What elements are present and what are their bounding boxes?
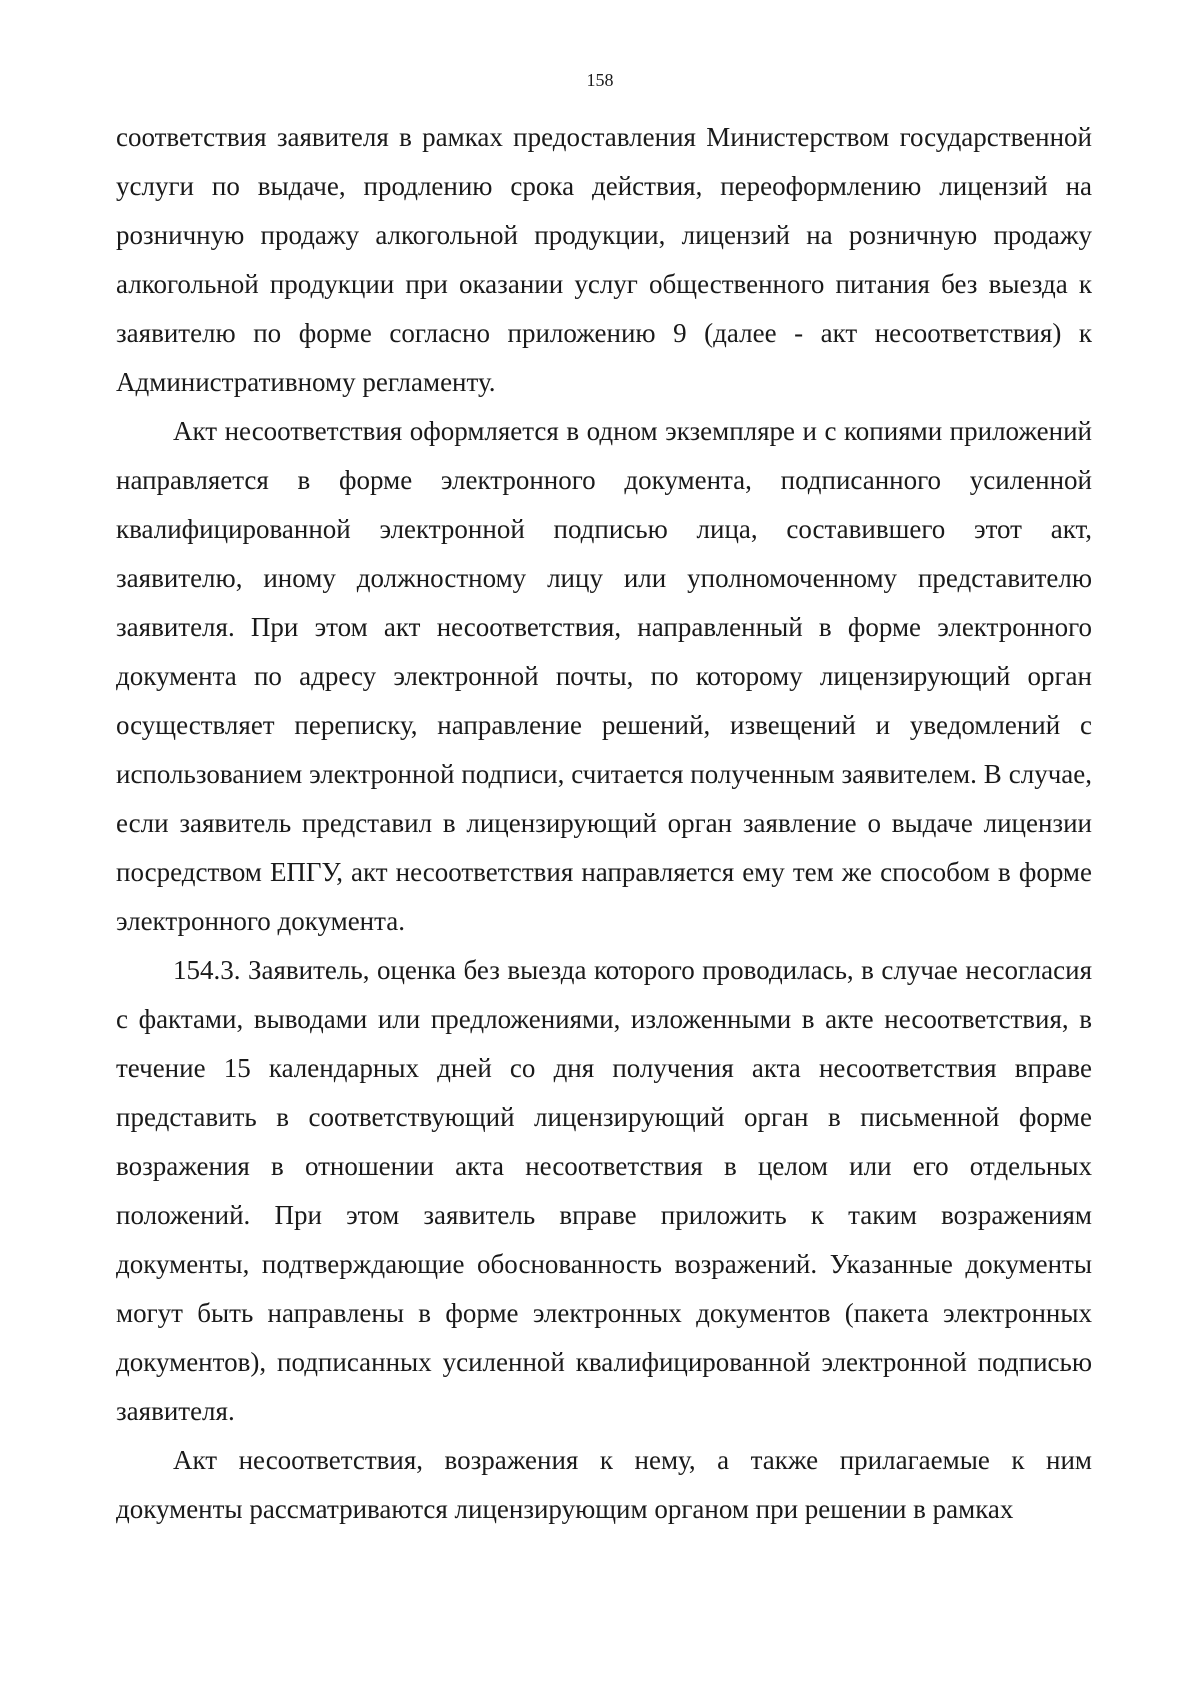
paragraph-continuation: соответствия заявителя в рамках предоставления Министерством государственной услуги по выдаче, продлению срока действия, переоформлению лицензий на розничную продажу алкогольной продукции, лицензий на розничную продажу алкогольной продукции при оказании услуг общественного питания без выезда к заявителю по форме согласно приложению 9 (далее - акт несоответствия) к Административному регламенту. (116, 122, 1092, 397)
paragraph-154-3: 154.3. Заявитель, оценка без выезда которого проводилась, в случае несогласия с фактами, выводами или предложениями, изложенными в акте несоответствия, в течение 15 календарных дней со дня получения акта несоответствия вправе представить в соответствующий лицензирующий орган в письменной форме возражения в отношении акта несоответствия в целом или его отдельных положений. При этом заявитель вправе приложить к таким возражениям документы, подтверждающие обоснованность возражений. Указанные документы могут быть направлены в форме электронных документов (пакета электронных документов), подписанных усиленной квалифицированной электронной подписью заявителя. (116, 955, 1092, 1426)
paragraph-consideration: Акт несоответствия, возражения к нему, а также прилагаемые к ним документы рассматриваются лицензирующим органом при решении в рамках (116, 1445, 1092, 1524)
page-number: 158 (586, 70, 614, 90)
document-body (116, 113, 1092, 1534)
paragraph-act-of-nonconformity: Акт несоответствия оформляется в одном экземпляре и с копиями приложений направляется в форме электронного документа, подписанного усиленной квалифицированной электронной подписью лица, составившего этот акт, заявителю, иному должностному лицу или уполномоченному представителю заявителя. При этом акт несоответствия, направленный в форме электронного документа по адресу электронной почты, по которому лицензирующий орган осуществляет переписку, направление решений, извещений и уведомлений с использованием электронной подписи, считается полученным заявителем. В случае, если заявитель представил в лицензирующий орган заявление о выдаче лицензии посредством ЕПГУ, акт несоответствия направляется ему тем же способом в форме электронного документа. (116, 416, 1092, 936)
